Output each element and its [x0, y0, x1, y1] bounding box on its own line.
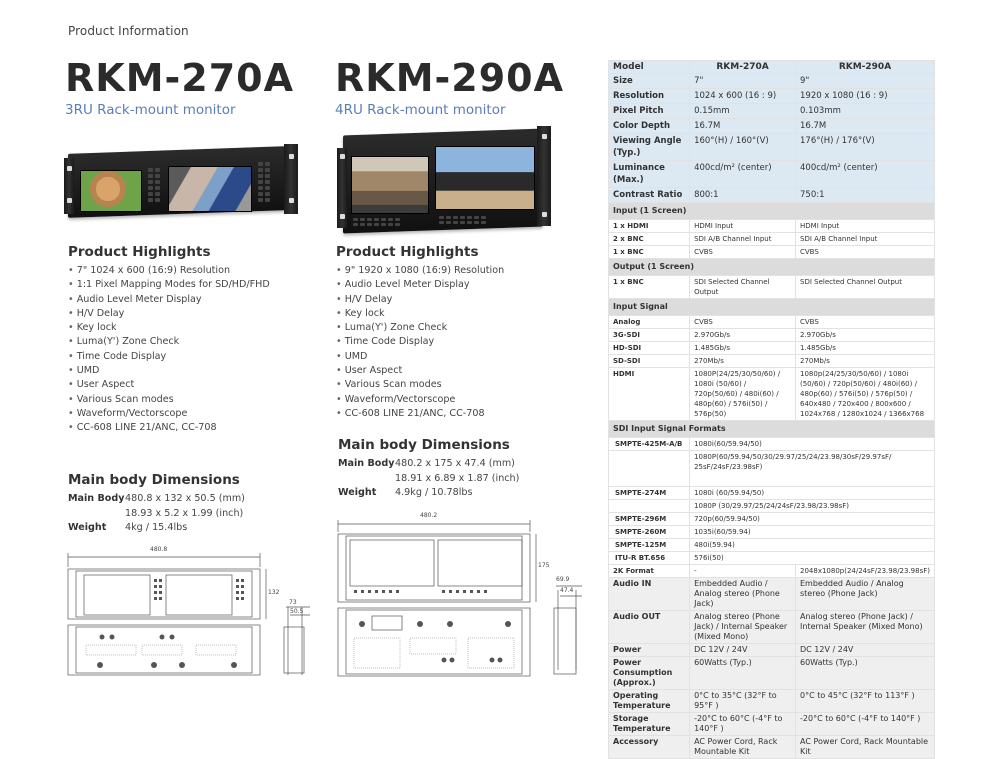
spec-row: [609, 657, 935, 690]
spec-key: 1 x BNC: [609, 276, 690, 299]
spec-key: HDMI: [609, 368, 690, 421]
spec-key: ITU-R BT.656: [609, 552, 690, 565]
spec-value-290a: 60Watts (Typ.): [796, 657, 935, 690]
spec-key: 2 x BNC: [609, 233, 690, 246]
highlight-item: • H/V Delay: [336, 293, 504, 307]
main-body-mm: 480.2 x 175 x 47.4 (mm): [395, 458, 515, 469]
drawing-height-label: 132: [268, 589, 280, 596]
spec-section-sdi-formats: [609, 421, 935, 438]
spec-row: [609, 246, 935, 259]
dimensions-title-290a: Main body Dimensions: [338, 437, 510, 453]
spec-value-270a: 2.970Gb/s: [690, 329, 796, 342]
spec-header-label: Model: [609, 61, 690, 74]
spec-key: [609, 500, 690, 513]
spec-value-290a: 0°C to 45°C (32°F to 113°F ): [796, 690, 935, 713]
spec-key: SMPTE-425M-A/B: [609, 438, 690, 451]
highlight-item: • Luma(Y') Zone Check: [336, 321, 504, 335]
spec-value-270a: 1080P(24/25/30/50/60) / 1080i (50/60) / 720p(50/60) / 480i(60) / 480p(60) / 576i(50) / 576p(50): [690, 368, 796, 421]
spec-key: [609, 451, 690, 487]
spec-key: Audio OUT: [609, 611, 690, 644]
spec-row: [609, 644, 935, 657]
spec-key: Operating Temperature: [609, 690, 690, 713]
spec-value-290a: -20°C to 60°C (-4°F to 140°F ): [796, 713, 935, 736]
spec-key: SD-SDI: [609, 355, 690, 368]
spec-row: [609, 220, 935, 233]
spec-value-270a: DC 12V / 24V: [690, 644, 796, 657]
dimensions-title-270a: Main body Dimensions: [68, 472, 240, 488]
spec-row: [609, 233, 935, 246]
spec-value-290a: 16.7M: [796, 119, 935, 134]
spec-row: [609, 578, 935, 611]
spec-value-290a: CVBS: [796, 246, 935, 259]
spec-value-290a: 270Mb/s: [796, 355, 935, 368]
highlights-title-270a: Product Highlights: [68, 244, 211, 260]
technical-drawing-270a: [62, 545, 322, 680]
page-header: Product Information: [68, 24, 189, 38]
model-title-block-290a: [335, 56, 595, 118]
spec-value: 1080P (30/29.97/25/24/24sF/23.98/23.98sF): [690, 500, 935, 513]
spec-key: Audio IN: [609, 578, 690, 611]
product-photo-270a: [62, 140, 302, 224]
spec-key: Contrast Ratio: [609, 188, 690, 203]
spec-row: [609, 134, 935, 161]
spec-key: Power: [609, 644, 690, 657]
spec-value-290a: 9": [796, 74, 935, 89]
weight-label: Weight: [68, 522, 107, 533]
highlight-item: • H/V Delay: [68, 307, 270, 321]
spec-key: Pixel Pitch: [609, 104, 690, 119]
spec-value-270a: 1024 x 600 (16 : 9): [690, 89, 796, 104]
spec-row: [609, 89, 935, 104]
spec-key: Power Consumption (Approx.): [609, 657, 690, 690]
highlight-item: • 7" 1024 x 600 (16:9) Resolution: [68, 264, 270, 278]
highlight-item: • Luma(Y') Zone Check: [68, 335, 270, 349]
spec-row: [609, 526, 935, 539]
spec-value: 1080i (60/59.94/50): [690, 487, 935, 500]
drawing-depth-label: 73: [289, 599, 297, 606]
spec-key: 1 x BNC: [609, 246, 690, 259]
weight-value: 4.9kg / 10.78lbs: [395, 487, 473, 498]
spec-value-270a: 16.7M: [690, 119, 796, 134]
spec-value-270a: 0.15mm: [690, 104, 796, 119]
spec-section-output: [609, 259, 935, 276]
spec-row: [609, 342, 935, 355]
spec-key: 1 x HDMI: [609, 220, 690, 233]
spec-row: [609, 611, 935, 644]
highlight-item: • Time Code Display: [68, 350, 270, 364]
highlights-title-290a: Product Highlights: [336, 244, 479, 260]
dimensions-270a: [68, 492, 245, 536]
spec-key: Viewing Angle (Typ.): [609, 134, 690, 161]
spec-row: [609, 539, 935, 552]
spec-value: 1080P(60/59.94/50/30/29.97/25/24/23.98/30sF/29.97sF/ 25sF/24sF/23.98sF): [690, 451, 935, 487]
spec-value-290a: SDI Selected Channel Output: [796, 276, 935, 299]
dimensions-290a: [338, 457, 519, 501]
spec-row: [609, 104, 935, 119]
spec-row: [609, 74, 935, 89]
drawing-width-label: 480.8: [150, 546, 168, 553]
spec-value-290a: 2048x1080p(24/24sF/23.98/23.98sF): [796, 565, 935, 578]
spec-row: [609, 451, 935, 487]
spec-value-290a: 0.103mm: [796, 104, 935, 119]
spec-value: 720p(60/59.94/50): [690, 513, 935, 526]
spec-row: [609, 355, 935, 368]
spec-value: 1080i(60/59.94/50): [690, 438, 935, 451]
drawing-depth-label: 69.9: [556, 576, 570, 583]
spec-row: [609, 188, 935, 203]
product-photo-290a: [335, 122, 555, 232]
spec-value-290a: 1080p(24/25/30/50/60) / 1080i (50/60) / 720p(50/60) / 480i(60) / 480p(60) / 576i(50) / 576p(50) / 640x480 / 720x400 / 800x600 / 1024x768 / 1280x1024 / 1366x768: [796, 368, 935, 421]
spec-table: [608, 60, 935, 759]
highlight-item: • 1:1 Pixel Mapping Modes for SD/HD/FHD: [68, 278, 270, 292]
spec-key: 3G-SDI: [609, 329, 690, 342]
highlight-item: • Key lock: [68, 321, 270, 335]
highlight-item: • CC-608 LINE 21/ANC, CC-708: [68, 421, 270, 435]
highlight-item: • Time Code Display: [336, 335, 504, 349]
highlight-item: • Audio Level Meter Display: [68, 293, 270, 307]
model-title-block-270a: [65, 56, 325, 118]
spec-key: SMPTE-274M: [609, 487, 690, 500]
screen-gym: [351, 156, 429, 214]
screen-penguins: [435, 146, 535, 210]
spec-header-row: [609, 61, 935, 74]
spec-key: Luminance (Max.): [609, 161, 690, 188]
highlight-item: • 9" 1920 x 1080 (16:9) Resolution: [336, 264, 504, 278]
highlight-item: • Various Scan modes: [336, 378, 504, 392]
spec-value-270a: 800:1: [690, 188, 796, 203]
main-body-label: Main Body: [68, 493, 125, 504]
spec-key: 2K Format: [609, 565, 690, 578]
spec-row: [609, 161, 935, 188]
spec-section-input-signal: [609, 299, 935, 316]
spec-value-290a: AC Power Cord, Rack Mountable Kit: [796, 736, 935, 759]
spec-row: [609, 316, 935, 329]
spec-value-270a: -: [690, 565, 796, 578]
spec-row: [609, 276, 935, 299]
spec-key: Size: [609, 74, 690, 89]
spec-key: Color Depth: [609, 119, 690, 134]
spec-row: [609, 552, 935, 565]
spec-value-270a: Analog stereo (Phone Jack) / Internal Speaker (Mixed Mono): [690, 611, 796, 644]
section-title: Input Signal: [609, 299, 935, 316]
drawing-width-label: 480.2: [420, 512, 438, 519]
spec-row: [609, 513, 935, 526]
highlight-item: • UMD: [336, 350, 504, 364]
spec-section-input: [609, 203, 935, 220]
spec-value: 576i(50): [690, 552, 935, 565]
spec-row: [609, 438, 935, 451]
spec-value-270a: -20°C to 60°C (-4°F to 140°F ): [690, 713, 796, 736]
model-name: RKM-290A: [335, 56, 565, 100]
spec-value-270a: 270Mb/s: [690, 355, 796, 368]
highlights-list-290a: [336, 264, 504, 421]
spec-value: 1035i(60/59.94): [690, 526, 935, 539]
spec-key: SMPTE-260M: [609, 526, 690, 539]
main-body-mm: 480.8 x 132 x 50.5 (mm): [125, 493, 245, 504]
spec-value-270a: Embedded Audio / Analog stereo (Phone Jack): [690, 578, 796, 611]
spec-value-290a: DC 12V / 24V: [796, 644, 935, 657]
spec-value-270a: SDI A/B Channel Input: [690, 233, 796, 246]
spec-value-270a: 7": [690, 74, 796, 89]
main-body-inch: 18.93 x 5.2 x 1.99 (inch): [125, 507, 244, 519]
spec-value-270a: 0°C to 35°C (32°F to 95°F ): [690, 690, 796, 713]
spec-value-290a: 400cd/m² (center): [796, 161, 935, 188]
spec-header-col2: RKM-290A: [796, 61, 935, 74]
spec-row: [609, 713, 935, 736]
spec-row: [609, 500, 935, 513]
spec-key: HD-SDI: [609, 342, 690, 355]
highlight-item: • UMD: [68, 364, 270, 378]
spec-row: [609, 119, 935, 134]
spec-value-270a: CVBS: [690, 246, 796, 259]
spec-row: [609, 368, 935, 421]
spec-key: SMPTE-296M: [609, 513, 690, 526]
screen-kitten: [80, 170, 142, 212]
spec-value-270a: SDI Selected Channel Output: [690, 276, 796, 299]
spec-value-290a: 750:1: [796, 188, 935, 203]
spec-value-290a: 1920 x 1080 (16 : 9): [796, 89, 935, 104]
spec-value-290a: 176°(H) / 176°(V): [796, 134, 935, 161]
spec-header-col1: RKM-270A: [690, 61, 796, 74]
highlight-item: • Various Scan modes: [68, 393, 270, 407]
spec-row: [609, 487, 935, 500]
spec-row-2k: [609, 565, 935, 578]
spec-value: 480i(59.94): [690, 539, 935, 552]
model-name: RKM-270A: [65, 56, 295, 100]
model-subtitle: 4RU Rack-mount monitor: [335, 102, 506, 118]
spec-value-270a: CVBS: [690, 316, 796, 329]
spec-value-270a: AC Power Cord, Rack Mountable Kit: [690, 736, 796, 759]
highlight-item: • Waveform/Vectorscope: [68, 407, 270, 421]
model-subtitle: 3RU Rack-mount monitor: [65, 102, 236, 118]
technical-drawing-290a: [332, 510, 592, 680]
highlight-item: • CC-608 LINE 21/ANC, CC-708: [336, 407, 504, 421]
section-title: SDI Input Signal Formats: [609, 421, 935, 438]
spec-value-270a: 400cd/m² (center): [690, 161, 796, 188]
spec-key: Storage Temperature: [609, 713, 690, 736]
spec-key: Resolution: [609, 89, 690, 104]
highlight-item: • User Aspect: [68, 378, 270, 392]
section-title: Input (1 Screen): [609, 203, 935, 220]
spec-key: Accessory: [609, 736, 690, 759]
highlight-item: • User Aspect: [336, 364, 504, 378]
spec-value-290a: Embedded Audio / Analog stereo (Phone Jack): [796, 578, 935, 611]
spec-value-270a: 160°(H) / 160°(V): [690, 134, 796, 161]
section-title: Output (1 Screen): [609, 259, 935, 276]
spec-row: [609, 690, 935, 713]
spec-key: SMPTE-125M: [609, 539, 690, 552]
highlight-item: • Audio Level Meter Display: [336, 278, 504, 292]
spec-value-290a: HDMI Input: [796, 220, 935, 233]
spec-value-270a: 1.485Gb/s: [690, 342, 796, 355]
main-body-inch: 18.91 x 6.89 x 1.87 (inch): [395, 472, 520, 484]
spec-value-290a: 2.970Gb/s: [796, 329, 935, 342]
spec-value-270a: HDMI Input: [690, 220, 796, 233]
screen-motocross: [168, 166, 252, 212]
drawing-height-label: 175: [538, 562, 550, 569]
spec-value-290a: CVBS: [796, 316, 935, 329]
spec-value-290a: SDI A/B Channel Input: [796, 233, 935, 246]
drawing-depth-inner-label: 50.5: [290, 608, 304, 615]
spec-row: [609, 736, 935, 759]
drawing-depth-inner-label: 47.4: [560, 587, 574, 594]
highlight-item: • Key lock: [336, 307, 504, 321]
main-body-label: Main Body: [338, 458, 395, 469]
weight-value: 4kg / 15.4lbs: [125, 522, 188, 533]
spec-row: [609, 329, 935, 342]
spec-value-290a: Analog stereo (Phone Jack) / Internal Speaker (Mixed Mono): [796, 611, 935, 644]
highlights-list-270a: [68, 264, 270, 436]
spec-value-270a: 60Watts (Typ.): [690, 657, 796, 690]
spec-value-290a: 1.485Gb/s: [796, 342, 935, 355]
spec-key: Analog: [609, 316, 690, 329]
weight-label: Weight: [338, 487, 377, 498]
highlight-item: • Waveform/Vectorscope: [336, 393, 504, 407]
